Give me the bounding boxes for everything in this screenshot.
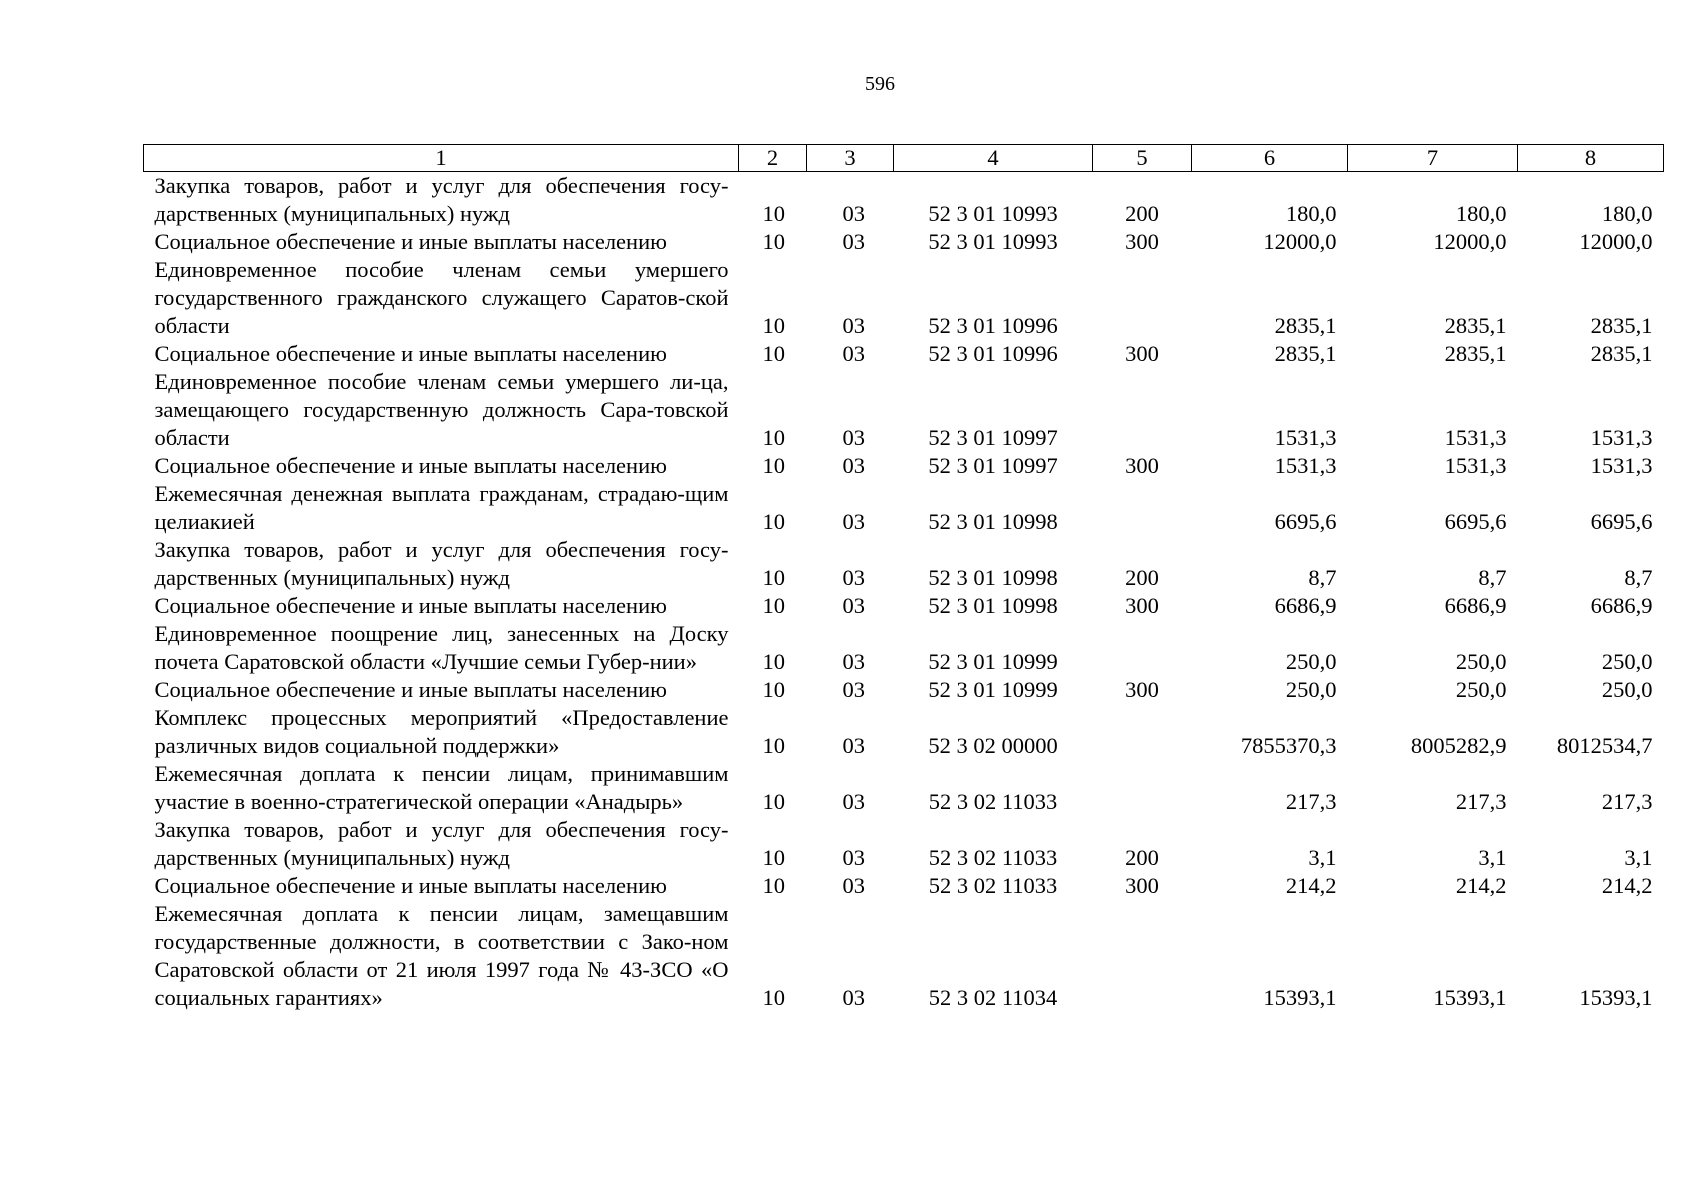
table-row bbox=[144, 228, 1664, 256]
row-value-col6: 12000,0 bbox=[1263, 229, 1337, 254]
row-value-col6: 6695,6 bbox=[1274, 509, 1337, 534]
row-value-col8: 12000,0 bbox=[1579, 229, 1653, 254]
row-value-col7: 2835,1 bbox=[1444, 341, 1507, 366]
row-section: 10 bbox=[762, 201, 785, 226]
row-value-col8: 15393,1 bbox=[1579, 985, 1653, 1010]
row-section: 10 bbox=[762, 425, 785, 450]
row-name: Социальное обеспечение и иные выплаты населению bbox=[154, 341, 667, 366]
row-subsection: 03 bbox=[842, 649, 865, 674]
row-target-code: 52 3 01 10996 bbox=[928, 313, 1058, 338]
header-col-5: 5 bbox=[1093, 145, 1192, 172]
header-col-4: 4 bbox=[894, 145, 1093, 172]
table-body bbox=[144, 172, 1664, 1013]
row-section: 10 bbox=[762, 873, 785, 898]
row-expense-type: 300 bbox=[1125, 677, 1159, 702]
row-value-col8: 8012534,7 bbox=[1556, 733, 1653, 758]
row-value-col7: 214,2 bbox=[1455, 873, 1507, 898]
header-col-7: 7 bbox=[1348, 145, 1518, 172]
row-value-col8: 2835,1 bbox=[1590, 313, 1653, 338]
row-name: Закупка товаров, работ и услуг для обеспечения госу-дарственных (муниципальных) нужд bbox=[154, 817, 729, 870]
row-value-col7: 250,0 bbox=[1455, 649, 1507, 674]
row-value-col6: 2835,1 bbox=[1274, 313, 1337, 338]
row-target-code: 52 3 01 10998 bbox=[928, 509, 1058, 534]
row-expense-type bbox=[1093, 760, 1192, 816]
row-value-col6: 250,0 bbox=[1285, 677, 1337, 702]
row-subsection: 03 bbox=[842, 733, 865, 758]
budget-table bbox=[143, 144, 1664, 1012]
row-target-code: 52 3 02 00000 bbox=[928, 733, 1058, 758]
row-subsection: 03 bbox=[842, 845, 865, 870]
row-value-col8: 217,3 bbox=[1601, 789, 1653, 814]
row-value-col6: 6686,9 bbox=[1274, 593, 1337, 618]
row-expense-type: 300 bbox=[1125, 593, 1159, 618]
row-subsection: 03 bbox=[842, 341, 865, 366]
row-value-col7: 250,0 bbox=[1455, 677, 1507, 702]
row-section: 10 bbox=[762, 789, 785, 814]
table-row bbox=[144, 900, 1664, 1012]
row-section: 10 bbox=[762, 733, 785, 758]
row-name: Ежемесячная денежная выплата гражданам, страдаю-щим целиакией bbox=[154, 481, 729, 534]
row-subsection: 03 bbox=[842, 985, 865, 1010]
row-expense-type bbox=[1093, 256, 1192, 340]
row-section: 10 bbox=[762, 649, 785, 674]
table-row bbox=[144, 340, 1664, 368]
row-expense-type bbox=[1093, 480, 1192, 536]
table-row bbox=[144, 620, 1664, 676]
row-value-col7: 180,0 bbox=[1455, 201, 1507, 226]
row-section: 10 bbox=[762, 845, 785, 870]
row-value-col7: 6695,6 bbox=[1444, 509, 1507, 534]
budget-table-container bbox=[143, 144, 1663, 1012]
row-name: Закупка товаров, работ и услуг для обеспечения госу-дарственных (муниципальных) нужд bbox=[154, 173, 729, 226]
row-expense-type bbox=[1093, 900, 1192, 1012]
row-section: 10 bbox=[762, 565, 785, 590]
row-value-col8: 2835,1 bbox=[1590, 341, 1653, 366]
row-expense-type bbox=[1093, 704, 1192, 760]
row-value-col7: 1531,3 bbox=[1444, 453, 1507, 478]
table-row bbox=[144, 872, 1664, 900]
row-name: Социальное обеспечение и иные выплаты населению bbox=[154, 873, 667, 898]
row-value-col6: 7855370,3 bbox=[1240, 733, 1337, 758]
row-value-col8: 6695,6 bbox=[1590, 509, 1653, 534]
table-row bbox=[144, 536, 1664, 592]
row-value-col8: 250,0 bbox=[1601, 649, 1653, 674]
row-value-col8: 1531,3 bbox=[1590, 453, 1653, 478]
row-name: Закупка товаров, работ и услуг для обеспечения госу-дарственных (муниципальных) нужд bbox=[154, 537, 729, 590]
table-header bbox=[144, 145, 1664, 172]
row-value-col7: 3,1 bbox=[1478, 845, 1507, 870]
row-value-col8: 214,2 bbox=[1601, 873, 1653, 898]
row-subsection: 03 bbox=[842, 565, 865, 590]
header-row bbox=[144, 145, 1664, 172]
row-subsection: 03 bbox=[842, 229, 865, 254]
row-expense-type: 200 bbox=[1125, 565, 1159, 590]
row-value-col8: 1531,3 bbox=[1590, 425, 1653, 450]
row-expense-type: 300 bbox=[1125, 229, 1159, 254]
table-row bbox=[144, 760, 1664, 816]
row-name: Социальное обеспечение и иные выплаты населению bbox=[154, 229, 667, 254]
row-section: 10 bbox=[762, 229, 785, 254]
row-expense-type: 200 bbox=[1125, 201, 1159, 226]
row-name: Ежемесячная доплата к пенсии лицам, замещавшим государственные должности, в соответствии с Зако-ном Саратовской области от 21 июля 1997 года № 43-ЗСО «О социальных гарантиях» bbox=[154, 901, 729, 1010]
row-target-code: 52 3 02 11033 bbox=[928, 845, 1058, 870]
header-col-2: 2 bbox=[739, 145, 807, 172]
row-target-code: 52 3 01 10998 bbox=[928, 565, 1058, 590]
row-target-code: 52 3 01 10993 bbox=[928, 229, 1058, 254]
table-row bbox=[144, 368, 1664, 452]
row-subsection: 03 bbox=[842, 593, 865, 618]
row-value-col8: 8,7 bbox=[1624, 565, 1653, 590]
row-value-col6: 180,0 bbox=[1285, 201, 1337, 226]
row-expense-type: 300 bbox=[1125, 453, 1159, 478]
row-expense-type: 200 bbox=[1125, 845, 1159, 870]
row-name: Единовременное поощрение лиц, занесенных на Доску почета Саратовской области «Лучшие семьи Губер-нии» bbox=[154, 621, 729, 674]
header-col-6: 6 bbox=[1192, 145, 1348, 172]
row-section: 10 bbox=[762, 593, 785, 618]
row-name: Социальное обеспечение и иные выплаты населению bbox=[154, 593, 667, 618]
header-col-1: 1 bbox=[144, 145, 739, 172]
row-target-code: 52 3 02 11034 bbox=[928, 985, 1058, 1010]
row-value-col7: 8,7 bbox=[1478, 565, 1507, 590]
row-value-col8: 250,0 bbox=[1601, 677, 1653, 702]
table-row bbox=[144, 704, 1664, 760]
row-target-code: 52 3 02 11033 bbox=[928, 789, 1058, 814]
row-target-code: 52 3 01 10997 bbox=[928, 453, 1058, 478]
row-target-code: 52 3 01 10996 bbox=[928, 341, 1058, 366]
row-subsection: 03 bbox=[842, 425, 865, 450]
row-target-code: 52 3 02 11033 bbox=[928, 873, 1058, 898]
row-name: Социальное обеспечение и иные выплаты населению bbox=[154, 453, 667, 478]
row-subsection: 03 bbox=[842, 873, 865, 898]
row-expense-type: 300 bbox=[1125, 341, 1159, 366]
row-value-col6: 15393,1 bbox=[1263, 985, 1337, 1010]
row-subsection: 03 bbox=[842, 201, 865, 226]
table-row bbox=[144, 172, 1664, 229]
row-name: Единовременное пособие членам семьи умершего ли-ца, замещающего государственную должность Сара-товской области bbox=[154, 369, 729, 450]
row-target-code: 52 3 01 10998 bbox=[928, 593, 1058, 618]
header-col-3: 3 bbox=[807, 145, 894, 172]
row-value-col6: 3,1 bbox=[1308, 845, 1337, 870]
row-value-col6: 1531,3 bbox=[1274, 453, 1337, 478]
row-target-code: 52 3 01 10993 bbox=[928, 201, 1058, 226]
row-subsection: 03 bbox=[842, 789, 865, 814]
row-section: 10 bbox=[762, 677, 785, 702]
row-subsection: 03 bbox=[842, 313, 865, 338]
row-value-col6: 2835,1 bbox=[1274, 341, 1337, 366]
row-subsection: 03 bbox=[842, 509, 865, 534]
row-target-code: 52 3 01 10999 bbox=[928, 677, 1058, 702]
row-value-col8: 180,0 bbox=[1601, 201, 1653, 226]
row-value-col6: 8,7 bbox=[1308, 565, 1337, 590]
row-value-col6: 1531,3 bbox=[1274, 425, 1337, 450]
row-name: Единовременное пособие членам семьи умершего государственного гражданского служащего Саратов-ской области bbox=[154, 257, 729, 338]
row-value-col6: 217,3 bbox=[1285, 789, 1337, 814]
row-subsection: 03 bbox=[842, 453, 865, 478]
row-value-col7: 15393,1 bbox=[1433, 985, 1507, 1010]
row-target-code: 52 3 01 10997 bbox=[928, 425, 1058, 450]
header-col-8: 8 bbox=[1518, 145, 1664, 172]
page-number: 596 bbox=[865, 73, 895, 95]
row-expense-type: 300 bbox=[1125, 873, 1159, 898]
row-section: 10 bbox=[762, 985, 785, 1010]
row-name: Комплекс процессных мероприятий «Предоставление различных видов социальной поддержки» bbox=[154, 705, 729, 758]
row-expense-type bbox=[1093, 368, 1192, 452]
row-value-col7: 1531,3 bbox=[1444, 425, 1507, 450]
row-value-col6: 250,0 bbox=[1285, 649, 1337, 674]
table-row bbox=[144, 452, 1664, 480]
table-row bbox=[144, 256, 1664, 340]
row-value-col7: 2835,1 bbox=[1444, 313, 1507, 338]
row-section: 10 bbox=[762, 313, 785, 338]
row-value-col6: 214,2 bbox=[1285, 873, 1337, 898]
row-value-col7: 217,3 bbox=[1455, 789, 1507, 814]
table-row bbox=[144, 592, 1664, 620]
row-target-code: 52 3 01 10999 bbox=[928, 649, 1058, 674]
table-row bbox=[144, 480, 1664, 536]
row-section: 10 bbox=[762, 453, 785, 478]
row-subsection: 03 bbox=[842, 677, 865, 702]
row-value-col7: 6686,9 bbox=[1444, 593, 1507, 618]
row-section: 10 bbox=[762, 509, 785, 534]
row-section: 10 bbox=[762, 341, 785, 366]
row-value-col8: 6686,9 bbox=[1590, 593, 1653, 618]
row-value-col7: 8005282,9 bbox=[1410, 733, 1507, 758]
row-name: Социальное обеспечение и иные выплаты населению bbox=[154, 677, 667, 702]
table-row bbox=[144, 816, 1664, 872]
row-value-col8: 3,1 bbox=[1624, 845, 1653, 870]
row-value-col7: 12000,0 bbox=[1433, 229, 1507, 254]
row-name: Ежемесячная доплата к пенсии лицам, принимавшим участие в военно-стратегической операции «Анадырь» bbox=[154, 761, 729, 814]
table-row bbox=[144, 676, 1664, 704]
row-expense-type bbox=[1093, 620, 1192, 676]
